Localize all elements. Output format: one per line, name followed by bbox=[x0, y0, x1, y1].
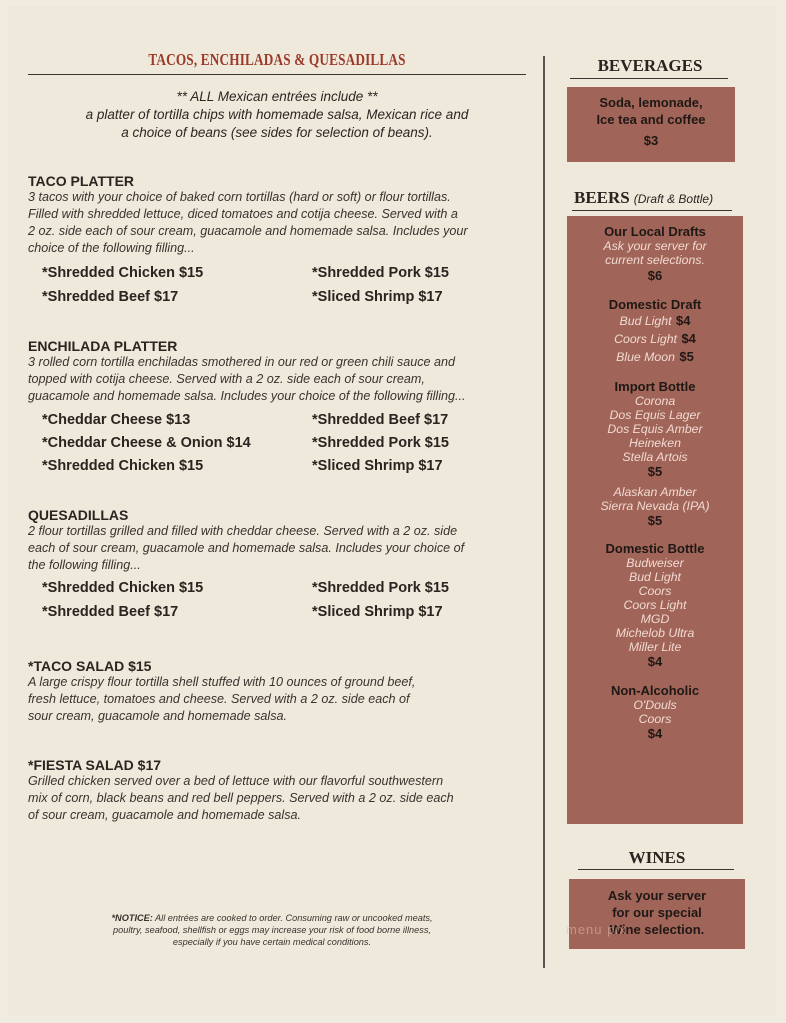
beer-name: Dos Equis Lager bbox=[609, 408, 701, 422]
notice-line bbox=[72, 912, 472, 924]
beer-price: $4 bbox=[681, 331, 696, 346]
menu-item-quesadillas bbox=[28, 507, 526, 574]
beer-price: $4 bbox=[647, 726, 663, 741]
beer-name: Heineken bbox=[629, 436, 681, 450]
beer-name: Coors bbox=[638, 712, 672, 726]
beer-name: MGD bbox=[640, 612, 670, 626]
wines-title: WINES bbox=[628, 848, 686, 867]
beer-name: Corona bbox=[634, 394, 676, 408]
beer-price: $5 bbox=[679, 349, 694, 364]
item-description bbox=[28, 354, 526, 405]
intro-line: a platter of tortilla chips with homemade salsa, Mexican rice and bbox=[85, 107, 469, 122]
beer-name: Bud Light bbox=[629, 570, 681, 584]
desc-line: 3 tacos with your choice of baked corn tortillas (hard or soft) or flour tortillas. bbox=[28, 190, 451, 204]
beer-price: $4 bbox=[647, 654, 663, 669]
section-title: TACOS, ENCHILADAS & QUESADILLAS bbox=[148, 50, 406, 69]
filling-option: *Shredded Pork $15 bbox=[312, 265, 449, 281]
desc-line: fresh lettuce, tomatoes and cheese. Served with a 2 oz. side each of bbox=[28, 692, 410, 706]
item-title: *FIESTA SALAD $17 bbox=[28, 757, 162, 773]
food-safety-notice bbox=[72, 912, 472, 948]
desc-line: of sour cream, guacamole and homemade salsa. bbox=[28, 808, 302, 822]
beer-name: Alaskan Amber bbox=[613, 485, 697, 499]
item-title: ENCHILADA PLATTER bbox=[28, 338, 178, 354]
title-underline bbox=[28, 74, 526, 75]
intro-line: a choice of beans (see sides for selection of beans). bbox=[121, 125, 433, 140]
desc-line: topped with cotija cheese. Served with a 2 oz. side each of sour cream, bbox=[28, 372, 425, 386]
notice-label: *NOTICE: bbox=[111, 913, 153, 923]
menu-item-taco-salad bbox=[28, 658, 526, 725]
item-description bbox=[28, 189, 526, 257]
item-title: *TACO SALAD $15 bbox=[28, 658, 152, 674]
beverages-title: BEVERAGES bbox=[597, 56, 703, 75]
wines-line: Wine selection. bbox=[609, 922, 705, 937]
item-title: QUESADILLAS bbox=[28, 507, 129, 523]
watermark: menu pix bbox=[566, 922, 627, 937]
desc-line: A large crispy flour tortilla shell stuffed with 10 ounces of ground beef, bbox=[28, 675, 416, 689]
intro-line: ** ALL Mexican entrées include ** bbox=[176, 89, 378, 104]
filling-option: *Shredded Chicken $15 bbox=[42, 458, 204, 474]
filling-option: *Shredded Pork $15 bbox=[312, 435, 449, 451]
beer-name: Bud Light bbox=[619, 314, 672, 328]
beer-name: Budweiser bbox=[626, 556, 684, 570]
desc-line: Grilled chicken served over a bed of lettuce with our flavorful southwestern bbox=[28, 774, 444, 788]
beer-group-title: Our Local Drafts bbox=[604, 224, 706, 239]
beers-box bbox=[567, 216, 743, 824]
desc-line: sour cream, guacamole and homemade salsa. bbox=[28, 709, 288, 723]
notice-text: All entrées are cooked to order. Consuming raw or uncooked meats, bbox=[155, 913, 433, 923]
beer-note: Ask your server for bbox=[603, 239, 707, 253]
item-description bbox=[28, 523, 526, 574]
filling-option: *Sliced Shrimp $17 bbox=[312, 458, 443, 474]
filling-option: *Sliced Shrimp $17 bbox=[312, 604, 443, 620]
mexican-entrees-section bbox=[28, 50, 526, 822]
beverages-underline bbox=[570, 78, 728, 79]
beverages-line: Ice tea and coffee bbox=[596, 112, 706, 127]
wines-underline bbox=[578, 869, 734, 870]
desc-line: the following filling... bbox=[28, 558, 141, 572]
filling-option: *Sliced Shrimp $17 bbox=[312, 289, 443, 305]
menu-item-taco-platter bbox=[28, 173, 526, 257]
item-title: TACO PLATTER bbox=[28, 173, 135, 189]
desc-line: 3 rolled corn tortilla enchiladas smothered in our red or green chili sauce and bbox=[28, 355, 456, 369]
desc-line: choice of the following filling... bbox=[28, 241, 195, 255]
beer-price: $5 bbox=[647, 464, 663, 479]
notice-line: especially if you have certain medical conditions. bbox=[172, 937, 372, 947]
beer-name: Coors Light bbox=[614, 332, 677, 346]
beer-name: Dos Equis Amber bbox=[607, 422, 703, 436]
beers-heading bbox=[574, 188, 734, 208]
item-description bbox=[28, 773, 526, 824]
desc-line: 2 oz. side each of sour cream, guacamole and homemade salsa. Includes your bbox=[28, 224, 468, 238]
beverages-box bbox=[567, 87, 735, 162]
beer-group-title: Non-Alcoholic bbox=[610, 683, 700, 698]
beer-name: Sierra Nevada (IPA) bbox=[600, 499, 710, 513]
beers-subtitle: (Draft & Bottle) bbox=[633, 192, 714, 206]
beer-group-title: Domestic Draft bbox=[608, 297, 702, 312]
beverages-line: Soda, lemonade, bbox=[599, 95, 703, 110]
beer-name: Michelob Ultra bbox=[615, 626, 695, 640]
beer-row bbox=[567, 348, 743, 366]
filling-option: *Shredded Pork $15 bbox=[312, 580, 449, 596]
notice-line: poultry, seafood, shellfish or eggs may increase your risk of food borne illness, bbox=[113, 925, 431, 935]
filling-option: *Shredded Beef $17 bbox=[42, 604, 179, 620]
desc-line: mix of corn, black beans and red bell peppers. Served with a 2 oz. side each bbox=[28, 791, 454, 805]
desc-line: 2 flour tortillas grilled and filled with cheddar cheese. Served with a 2 oz. side bbox=[28, 524, 458, 538]
filling-option: *Shredded Chicken $15 bbox=[42, 580, 204, 596]
beers-title: BEERS bbox=[574, 188, 630, 207]
beverages-price: $3 bbox=[643, 133, 659, 148]
wines-box bbox=[569, 879, 745, 949]
desc-line: guacamole and homemade salsa. Includes your choice of the following filling... bbox=[28, 389, 466, 403]
filling-option: *Shredded Beef $17 bbox=[312, 412, 449, 428]
beer-price: $4 bbox=[675, 313, 691, 328]
beer-name: Miller Lite bbox=[628, 640, 682, 654]
desc-line: each of sour cream, guacamole and homemade salsa. Includes your choice of bbox=[28, 541, 465, 555]
beer-name: Coors Light bbox=[623, 598, 687, 612]
filling-option: *Cheddar Cheese $13 bbox=[42, 412, 191, 428]
filling-option: *Shredded Chicken $15 bbox=[42, 265, 204, 281]
wines-line: Ask your server bbox=[607, 888, 707, 903]
item-description bbox=[28, 674, 526, 725]
beers-underline bbox=[572, 210, 732, 211]
wines-line: for our special bbox=[612, 905, 702, 920]
filling-option: *Cheddar Cheese & Onion $14 bbox=[42, 435, 251, 451]
menu-item-fiesta-salad bbox=[28, 757, 526, 824]
menu-item-enchilada-platter bbox=[28, 338, 526, 405]
beer-name: Stella Artois bbox=[622, 450, 688, 464]
beer-name: Coors bbox=[638, 584, 672, 598]
beer-name: O'Douls bbox=[633, 698, 677, 712]
beer-group-title: Import Bottle bbox=[614, 379, 696, 394]
beer-group-title: Domestic Bottle bbox=[605, 541, 705, 556]
desc-line: Filled with shredded lettuce, diced tomatoes and cotija cheese. Served with a bbox=[28, 207, 458, 221]
beer-note: current selections. bbox=[605, 253, 705, 267]
beer-row bbox=[567, 330, 743, 348]
beer-row bbox=[567, 312, 743, 330]
beer-price: $6 bbox=[647, 268, 663, 283]
beer-name: Blue Moon bbox=[616, 350, 675, 364]
beer-price: $5 bbox=[647, 513, 663, 528]
filling-option: *Shredded Beef $17 bbox=[42, 289, 179, 305]
intro-text bbox=[28, 88, 526, 142]
column-divider bbox=[543, 56, 545, 968]
